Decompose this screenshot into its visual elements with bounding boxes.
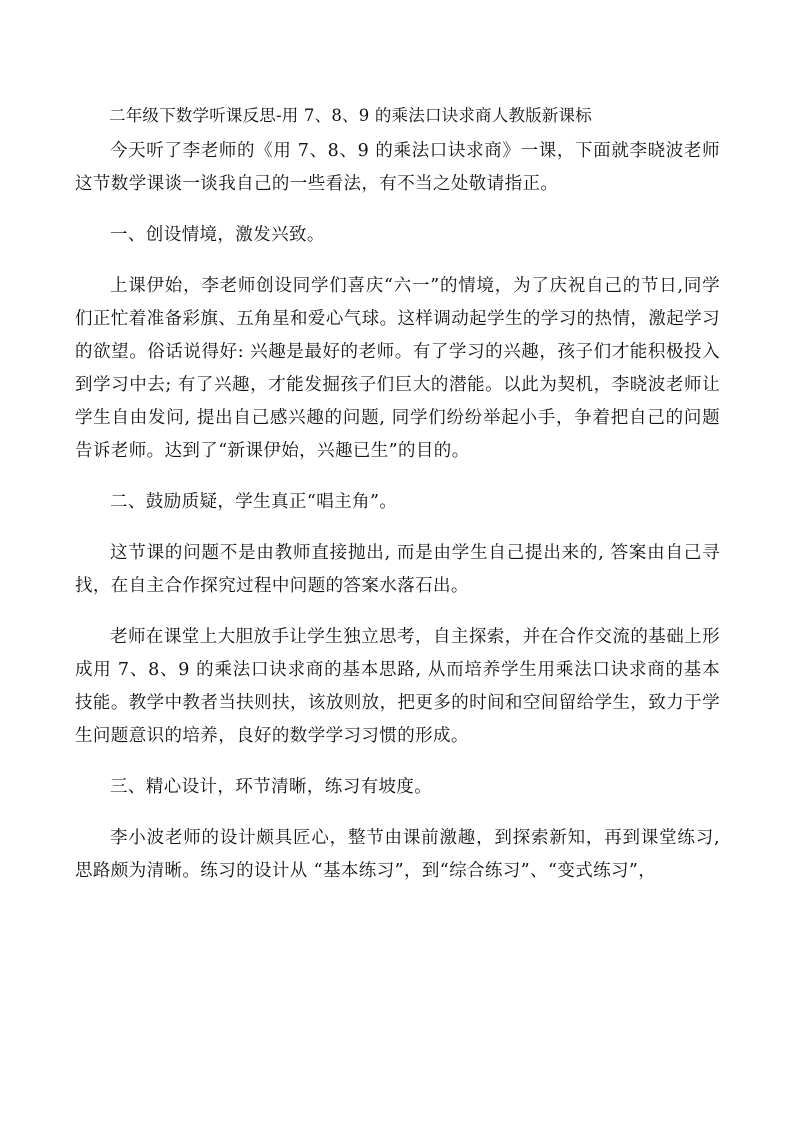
intro-paragraph: 今天听了李老师的《用 7、8、9 的乘法口诀求商》一课，下面就李晓波老师这节数学课谈一谈我自己的一些看法，有不当之处敬请指正。 bbox=[75, 141, 720, 194]
document-body bbox=[75, 102, 720, 888]
section-heading-1: 一、创设情境，激发兴致。 bbox=[110, 225, 325, 245]
document-title: 二年级下数学听课反思-用 7、8、9 的乘法口诀求商人教版新课标 bbox=[109, 106, 592, 125]
section-3-paragraph-1: 李小波老师的设计颇具匠心，整节由课前激趣，到探索新知，再到课堂练习,思路颇为清晰。练习的设计从 “基本练习”，到“综合练习”、“变式练习”， bbox=[75, 828, 720, 881]
section-heading-3: 三、精心设计，环节清晰，练习有坡度。 bbox=[110, 777, 433, 797]
section-2-paragraph-1: 这节课的问题不是由教师直接抛出, 而是由学生自己提出来的, 答案由自己寻找，在自主合作探究过程中问题的答案水落石出。 bbox=[75, 543, 720, 596]
section-heading-2: 二、鼓励质疑，学生真正“唱主角”。 bbox=[110, 492, 398, 512]
section-2-paragraph-2: 老师在课堂上大胆放手让学生独立思考，自主探索，并在合作交流的基础上形成用 7、8、9 的乘法口诀求商的基本思路, 从而培养学生用乘法口诀求商的基本技能。教学中教者当扶则扶，该放则放，把更多的时间和空间留给学生，致力于学生问题意识的培养，良好的数学学习习惯的形成。 bbox=[75, 627, 720, 746]
section-1-paragraph-1: 上课伊始，李老师创设同学们喜庆“六一”的情境，为了庆祝自己的节日,同学们正忙着准备彩旗、五角星和爱心气球。这样调动起学生的学习的热情，激起学习的欲望。俗话说得好: 兴趣是最好的老师。有了学习的兴趣，孩子们才能积极投入到学习中去; 有了兴趣，才能发掘孩子们巨大的潜能。以此为契机，李晓波老师让学生自由发问, 提出自己感兴趣的问题, 同学们纷纷举起小手，争着把自己的问题告诉老师。达到了“新课伊始，兴趣已生”的目的。 bbox=[75, 276, 720, 461]
